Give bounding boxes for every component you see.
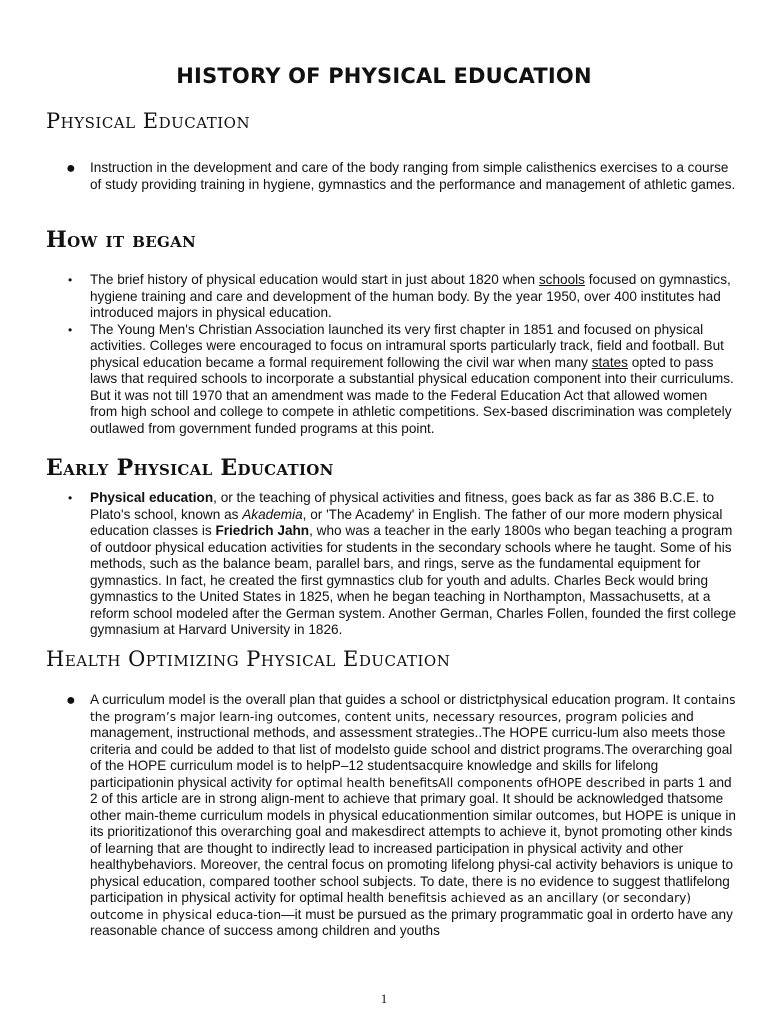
italic-term: Akademia	[242, 506, 303, 522]
bullet-icon: ●	[66, 692, 76, 709]
bold-term: Friedrich Jahn	[215, 523, 310, 538]
page-number: 1	[380, 991, 388, 1006]
states-link[interactable]: states	[591, 354, 628, 370]
list-item	[0, 490, 768, 639]
paragraph-text: , or 'The Academy' in English. The father of our more modern physical education classes is	[90, 506, 723, 538]
definition-text: Instruction in the development and care of the body ranging from simple calisthenics exercises to a course of study providing training in hygiene, gymnastics and the performance and management of athletic games.	[90, 160, 736, 192]
list-item	[0, 692, 768, 940]
heading-how-it-began: How it began	[46, 227, 197, 253]
list-item	[0, 160, 768, 193]
paragraph-text: , or the teaching of physical activities and fitness, goes back as far as 386 B.C.E. to Plato's school, known as	[90, 490, 715, 522]
paragraph-text: The Young Men's Christian Association launched its very first chapter in 1851 and focused on physical activities. Colleges were encouraged to focus on intramural sports particularly track, field and football. But physical education became a formal requirement following the civil war when many	[90, 321, 724, 370]
paragraph-text: benefitsis achieved as an ancillary (or secondary) outcome in physical educa-tion	[90, 891, 692, 922]
paragraph-text: focused on gymnastics, hygiene training and care and development of the human body. By the year 1950, over 400 institutes had introduced majors in physical education.	[90, 272, 731, 320]
section-how-it-began	[0, 272, 768, 437]
bullet-icon: •	[68, 322, 73, 337]
bullet-icon: ●	[66, 160, 76, 177]
paragraph-text: , who was a teacher in the early 1800s who began teaching a program of outdoor physical education activities for students in the secondary schools where he taught. Some of his methods, such as the balance beam, parallel bars, and rings, serve as the fundamental equipment for gymnastics. In fact, he created the first gymnastics club for youth and adults. Charles Beck would bring gymnastics to the United States in 1825, when he began teaching in Northampton, Massachusetts, at a reform school modeled after the German system. Another German, Charles Follen, founded the first college gymnasium at Harvard University in 1826.	[90, 523, 737, 637]
heading-physical-education: Physical Education	[46, 109, 251, 133]
schools-link[interactable]: schools	[538, 272, 585, 287]
paragraph-text: The brief history of physical education would start in just about 1820 when	[90, 272, 539, 287]
paragraph-text: —it must be pursued as the primary programmatic goal in orderto have any reasonable chance of success among children and youths	[90, 906, 733, 938]
section-physical-education	[0, 160, 768, 193]
section-hope	[0, 692, 768, 940]
bold-term: Physical education	[90, 490, 214, 505]
paragraph-text: for optimal health benefitsAll components ofHOPE described	[275, 775, 646, 790]
list-item	[0, 322, 768, 438]
heading-early-physical-education: Early Physical Education	[46, 455, 334, 481]
paragraph-text: in parts 1 and 2 of this article are in strong align-ment to achieve that primary goal. It should be acknowledged thatsome other main-theme curriculum models in physical educationmention similar outcomes, but HOPE is unique in its prioritizationof this overarching goal and makesdirect attempts to achieve it, bynot promoting other kinds of learning that are thought to indirectly lead to increased participation in physical activity and other healthybehaviors. Moreover, the central focus on promoting lifelong physi-cal activity behaviors is unique to physical education, compared toother school subjects. To date, there is no evidence to suggest thatlifelong participation in physical activity for optimal health	[90, 774, 736, 905]
paragraph-text: opted to pass laws that required schools to incorporate a substantial physical education component into their curriculums. But it was not till 1970 that an amendment was made to the Federal Education Act that allowed women from high school and college to compete in athletic competitions. Sex-based discrimination was completely outlawed from government funded programs at this point.	[90, 354, 734, 436]
heading-hope: Health Optimizing Physical Education	[46, 647, 451, 671]
paragraph-text: A curriculum model is the overall plan that guides a school or districtphysical education program. It	[90, 692, 684, 707]
list-item	[0, 272, 768, 322]
paragraph-text: and management, instructional methods, and assessment strategies..The HOPE curricu-lum also meets those criteria and could be added to that list of modelsto guide school and district programs.The overarching goal of the HOPE curriculum model is to helpP–12 studentsacquire knowledge and skills for lifelong participationin physical activity	[90, 708, 733, 790]
document-title: HISTORY OF PHYSICAL EDUCATION	[176, 64, 592, 88]
bullet-icon: •	[68, 491, 73, 505]
section-early-physical-education	[0, 490, 768, 639]
paragraph-text: contains the program’s major learn-ing outcomes, content units, necessary resources, program policies	[90, 693, 736, 724]
bullet-icon: •	[68, 273, 73, 287]
